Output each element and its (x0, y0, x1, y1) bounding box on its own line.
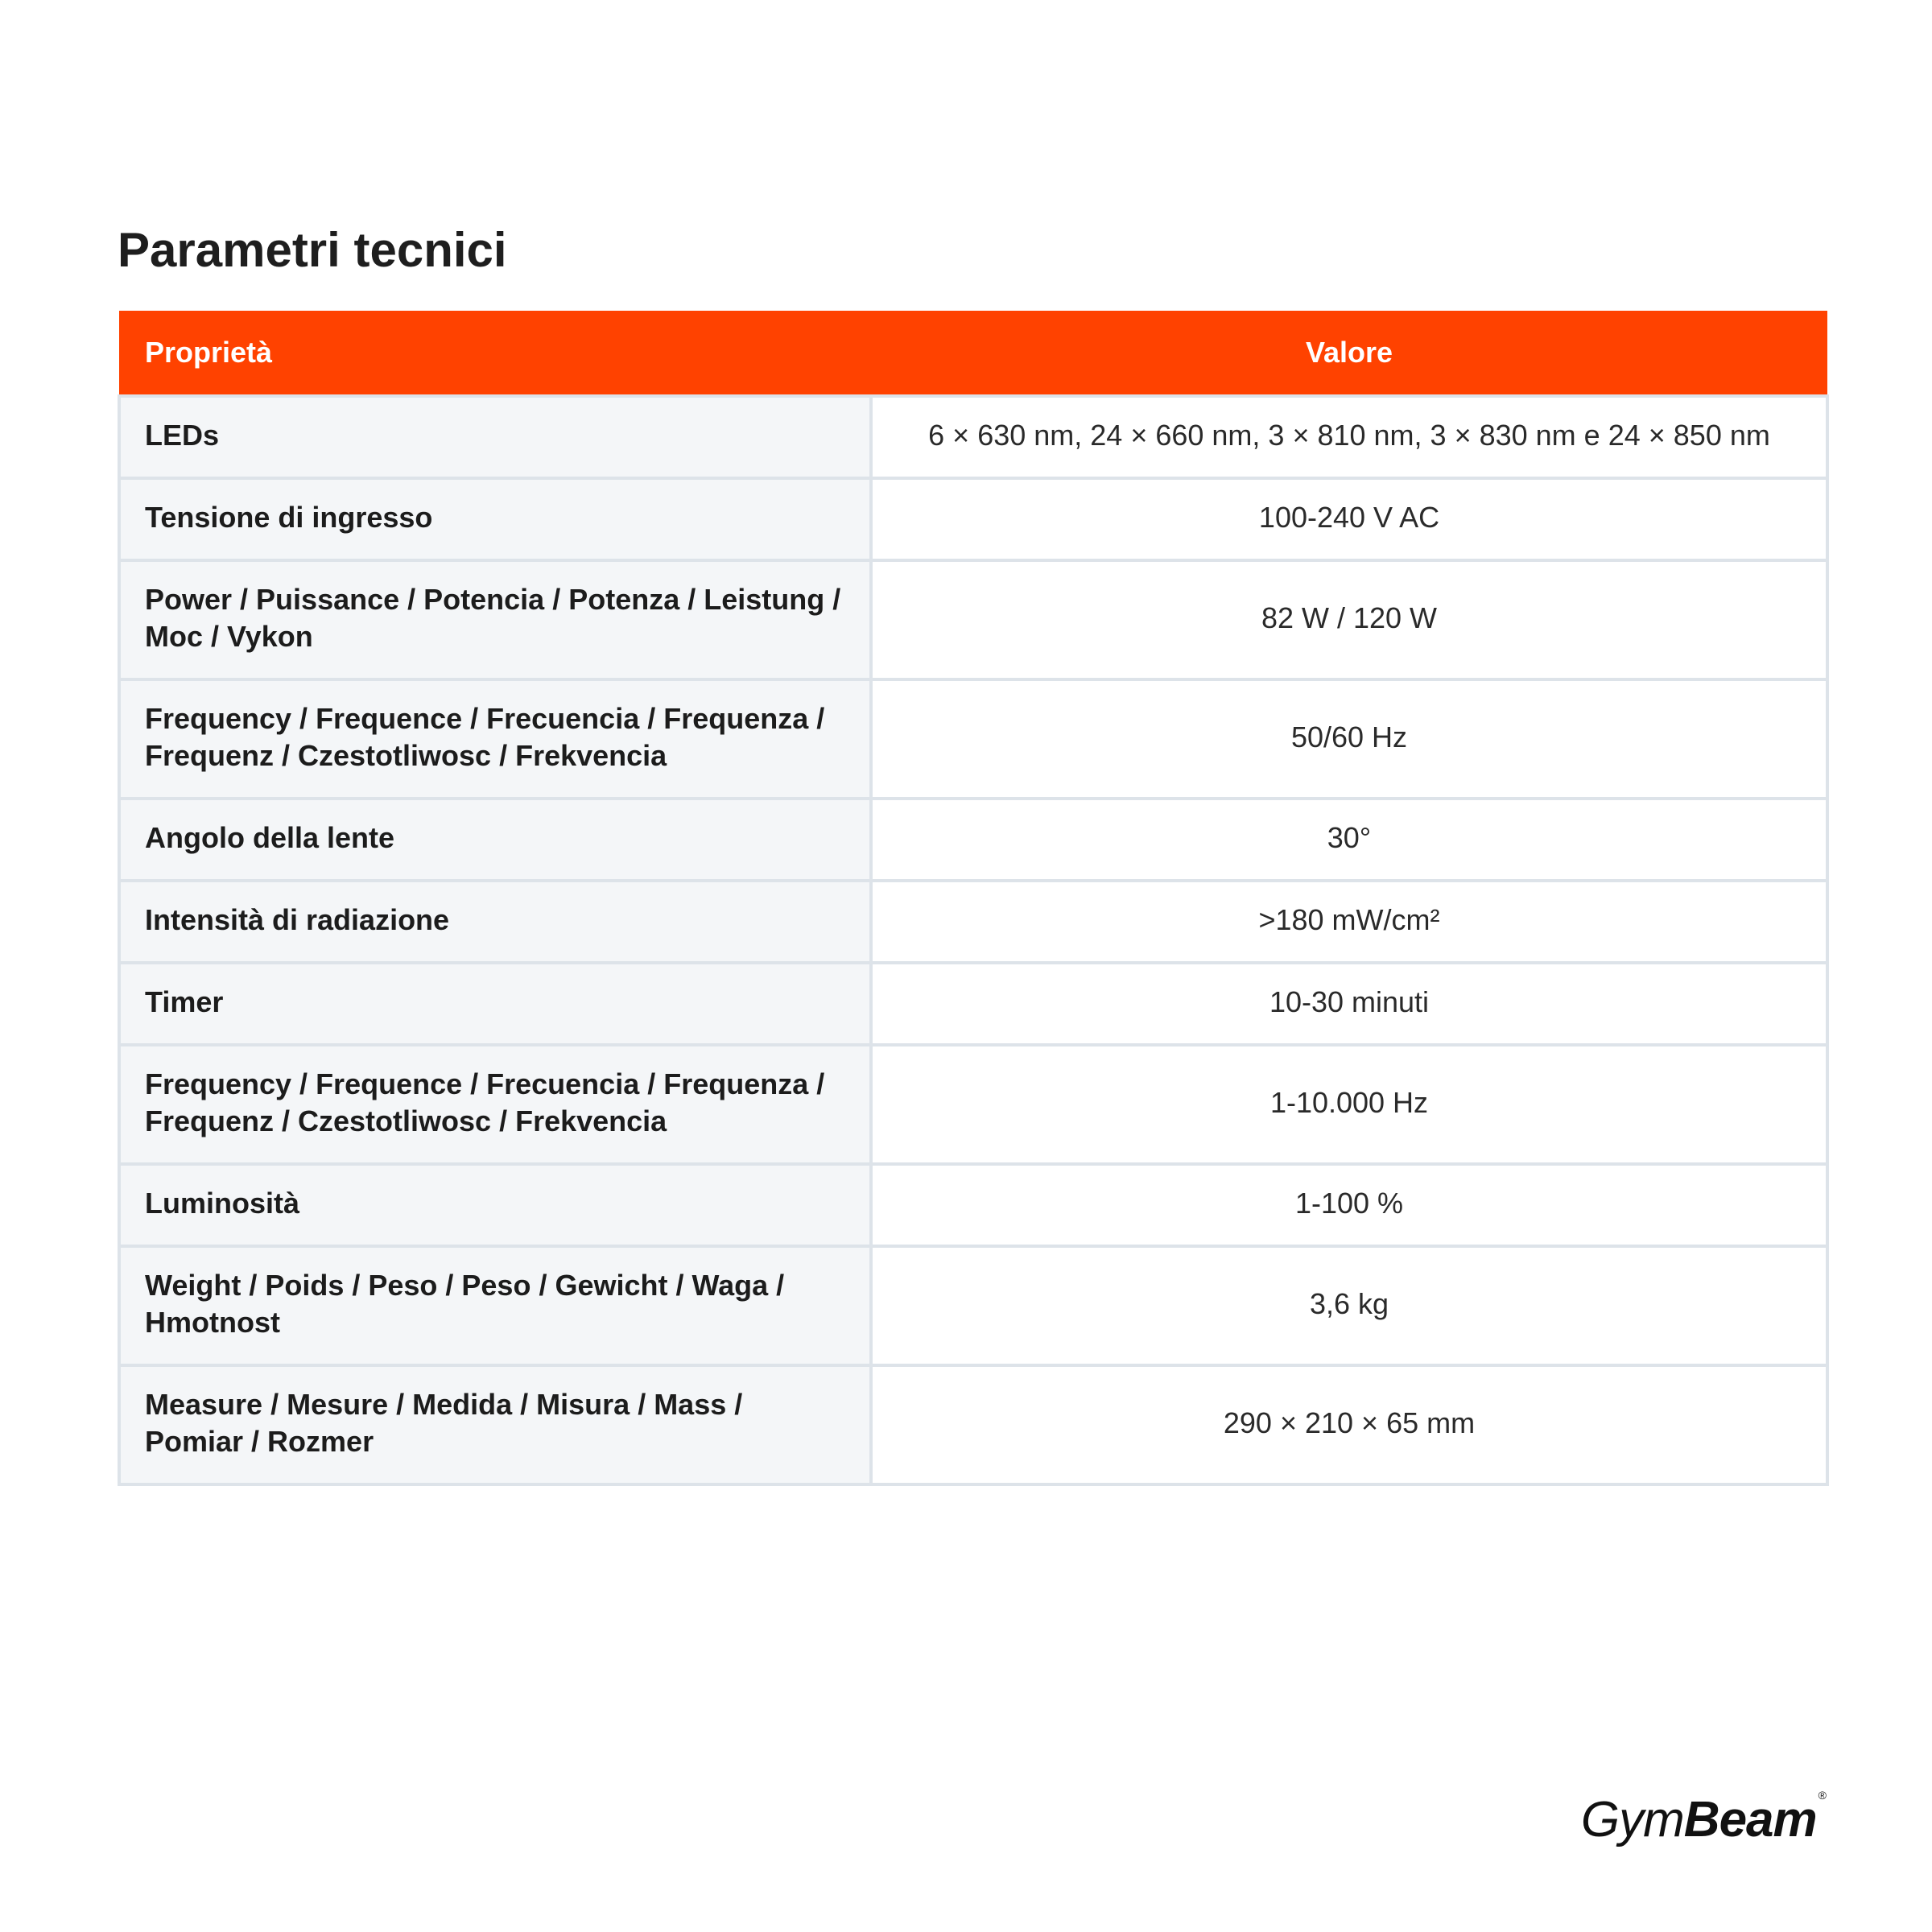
property-cell: Luminosità (119, 1164, 871, 1246)
table-row (119, 963, 1827, 1045)
spec-table (118, 311, 1829, 1486)
table-row (119, 396, 1827, 478)
table-body (119, 396, 1827, 1484)
page-title: Parametri tecnici (118, 223, 507, 277)
property-cell: Intensità di radiazione (119, 881, 871, 963)
value-cell: 50/60 Hz (871, 679, 1827, 799)
property-cell: Timer (119, 963, 871, 1045)
table-row (119, 1164, 1827, 1246)
property-cell: Weight / Poids / Peso / Peso / Gewicht / Waga / Hmotnost (119, 1246, 871, 1365)
value-cell: 1-10.000 Hz (871, 1045, 1827, 1164)
property-cell: Tensione di ingresso (119, 478, 871, 560)
table-row (119, 679, 1827, 799)
brand-logo-part-beam: Beam (1683, 1792, 1817, 1847)
table-row (119, 478, 1827, 560)
table-row (119, 881, 1827, 963)
property-cell: Angolo della lente (119, 799, 871, 881)
value-cell: 10-30 minuti (871, 963, 1827, 1045)
table-row (119, 1365, 1827, 1484)
value-cell: 30° (871, 799, 1827, 881)
value-cell: 290 × 210 × 65 mm (871, 1365, 1827, 1484)
value-cell: 100-240 V AC (871, 478, 1827, 560)
registered-mark: ® (1818, 1789, 1826, 1802)
value-cell: 6 × 630 nm, 24 × 660 nm, 3 × 810 nm, 3 × 830 nm e 24 × 850 nm (871, 396, 1827, 478)
property-cell: LEDs (119, 396, 871, 478)
header-row (119, 311, 1827, 396)
value-cell: 1-100 % (871, 1164, 1827, 1246)
property-cell: Power / Puissance / Potencia / Potenza / Leistung / Moc / Vykon (119, 560, 871, 679)
column-header-property: Proprietà (119, 311, 871, 396)
table-header (119, 311, 1827, 396)
brand-logo-part-gym: Gym (1580, 1792, 1684, 1847)
table-row (119, 1246, 1827, 1365)
value-cell: 82 W / 120 W (871, 560, 1827, 679)
table-row (119, 1045, 1827, 1164)
property-cell: Frequency / Frequence / Frecuencia / Frequenza / Frequenz / Czestotliwosc / Frekvencia (119, 1045, 871, 1164)
column-header-value: Valore (871, 311, 1827, 396)
value-cell: 3,6 kg (871, 1246, 1827, 1365)
property-cell: Frequency / Frequence / Frecuencia / Frequenza / Frequenz / Czestotliwosc / Frekvencia (119, 679, 871, 799)
table-row (119, 799, 1827, 881)
brand-logo (1581, 1789, 1826, 1848)
table-row (119, 560, 1827, 679)
value-cell: >180 mW/cm² (871, 881, 1827, 963)
property-cell: Measure / Mesure / Medida / Misura / Mass / Pomiar / Rozmer (119, 1365, 871, 1484)
